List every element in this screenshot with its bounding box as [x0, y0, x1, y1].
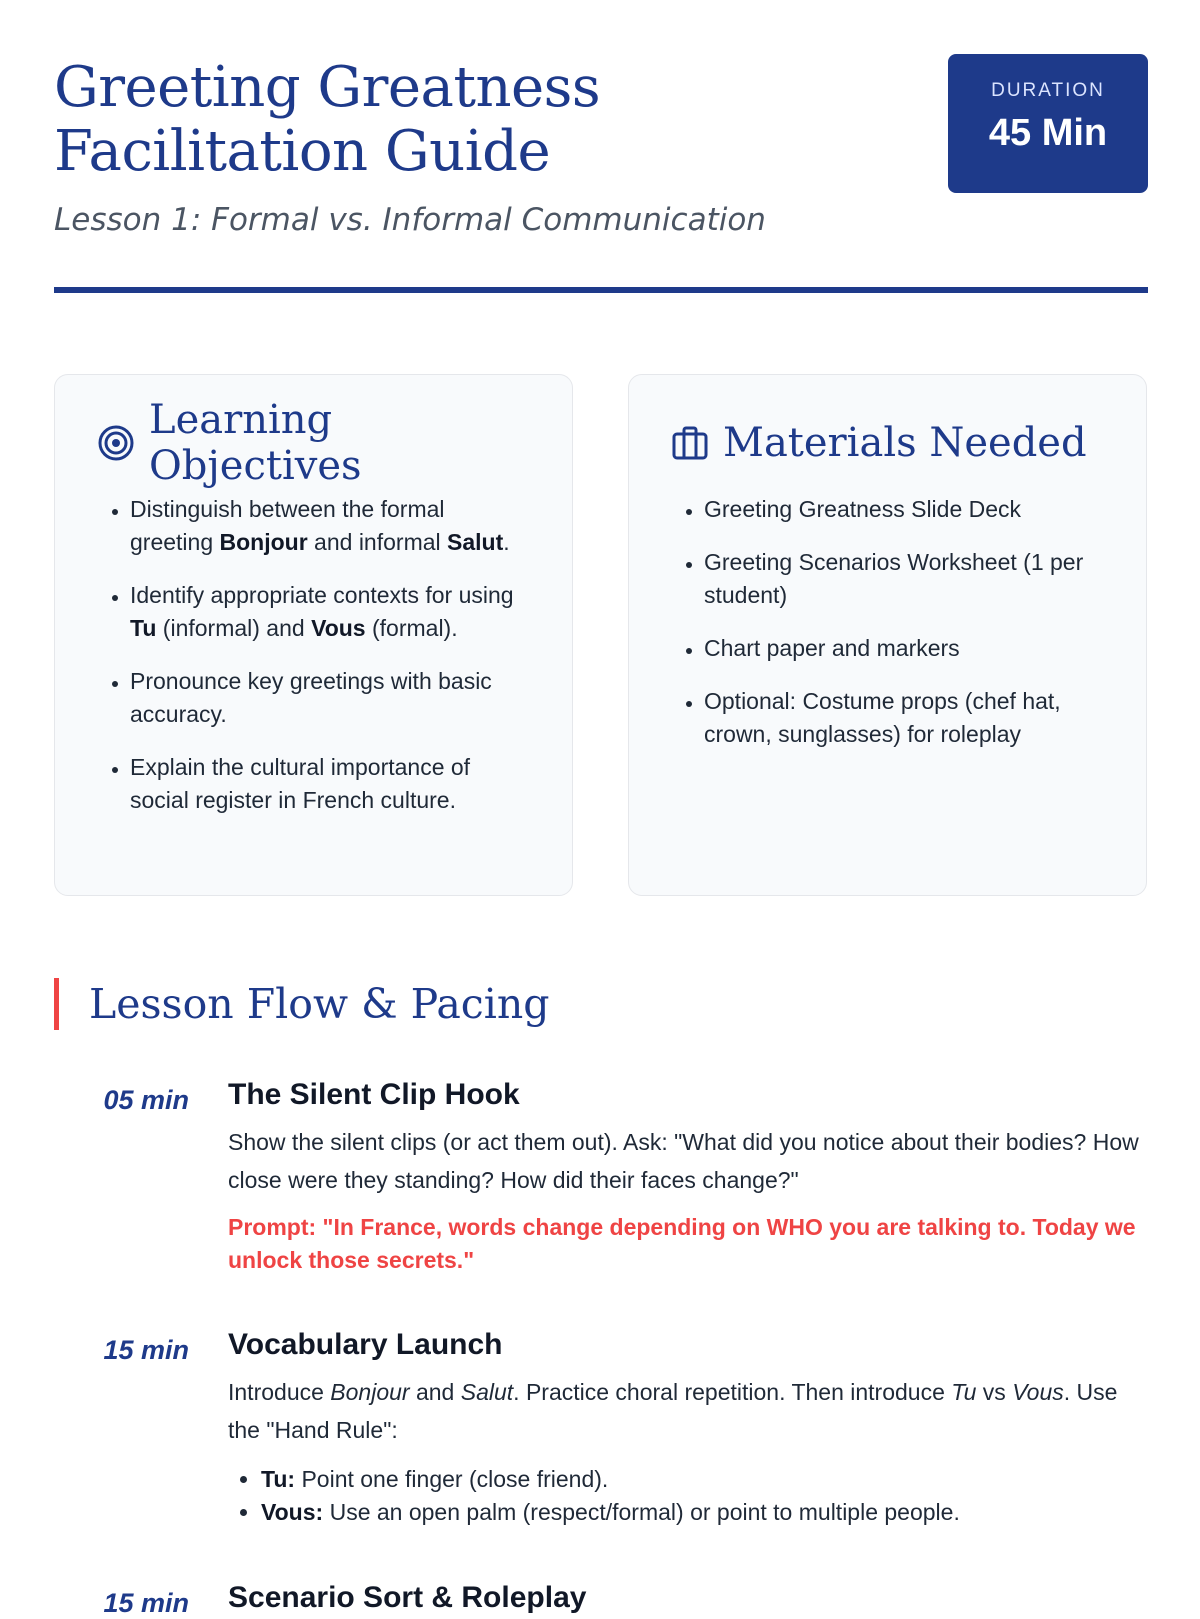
- objectives-title: Learning Objectives: [149, 397, 362, 489]
- step-body: [228, 1580, 1148, 1616]
- step-body: [228, 1327, 1148, 1529]
- list-item: • Vous: Use an open palm (respect/formal) or point to multiple people.: [261, 1496, 1148, 1529]
- list-item: • Explain the cultural importance of social register in French culture.: [130, 751, 532, 817]
- list-item: • Greeting Scenarios Worksheet (1 per student): [704, 546, 1106, 612]
- duration-value: 45 Min: [988, 112, 1108, 154]
- materials-title: Materials Needed: [723, 420, 1087, 466]
- page-subtitle: Lesson 1: Formal vs. Informal Communication: [54, 202, 766, 238]
- list-item: • Distinguish between the formal greeting Bonjour and informal Salut.: [130, 493, 532, 559]
- objectives-list: [97, 493, 532, 817]
- target-icon: [97, 424, 135, 462]
- step-time: 15 min: [103, 1588, 189, 1618]
- step-prompt: Prompt: "In France, words change depending on WHO you are talking to. Today we unlock those secrets.": [228, 1214, 1136, 1273]
- learning-objectives-card: [54, 374, 573, 896]
- step-body: [228, 1077, 1148, 1277]
- materials-card: [628, 374, 1147, 896]
- step-bullets: [228, 1463, 1148, 1529]
- page-title: Greeting Greatness Facilitation Guide: [54, 55, 601, 184]
- list-item: • Pronounce key greetings with basic accuracy.: [130, 665, 532, 731]
- list-item: • Greeting Greatness Slide Deck: [704, 493, 1106, 526]
- duration-badge: [948, 54, 1148, 193]
- step-time: 05 min: [103, 1085, 189, 1115]
- duration-label: DURATION: [991, 80, 1105, 101]
- lesson-flow-heading: Lesson Flow & Pacing: [54, 978, 550, 1030]
- briefcase-icon: [671, 424, 709, 462]
- list-item: • Tu: Point one finger (close friend).: [261, 1463, 1148, 1496]
- step-title: Scenario Sort & Roleplay: [228, 1581, 587, 1614]
- header-divider: [54, 287, 1148, 293]
- materials-list: [671, 493, 1106, 751]
- step-title: The Silent Clip Hook: [228, 1078, 520, 1111]
- step-time: 15 min: [103, 1335, 189, 1365]
- step-text: Show the silent clips (or act them out). Ask: "What did you notice about their bodies? How close were they standing? How did their faces change?": [228, 1129, 1139, 1193]
- list-item: • Chart paper and markers: [704, 632, 1106, 665]
- list-item: • Optional: Costume props (chef hat, crown, sunglasses) for roleplay: [704, 685, 1106, 751]
- step-title: Vocabulary Launch: [228, 1328, 503, 1361]
- step-text: Introduce Bonjour and Salut. Practice choral repetition. Then introduce Tu vs Vous. Use the "Hand Rule":: [228, 1379, 1118, 1443]
- objectives-heading: [97, 397, 532, 489]
- materials-heading: [671, 419, 1106, 467]
- list-item: • Identify appropriate contexts for using Tu (informal) and Vous (formal).: [130, 579, 532, 645]
